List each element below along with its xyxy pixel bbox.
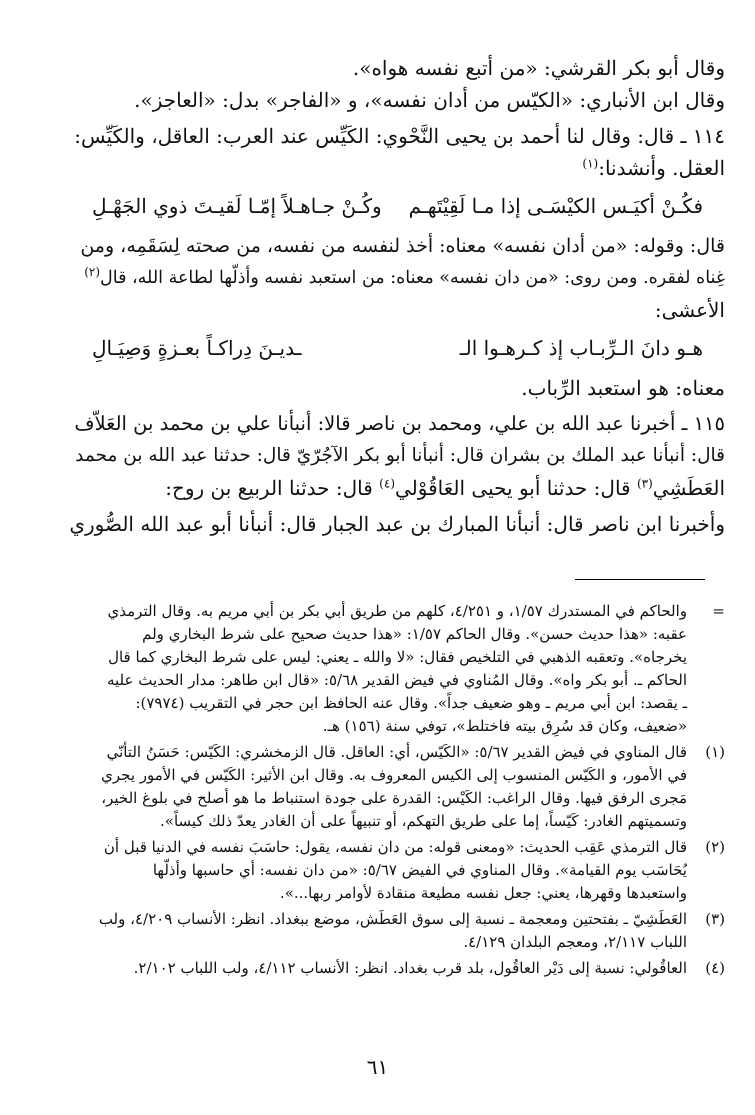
footnote-ref: (٣)	[636, 476, 653, 491]
footnote-line: يُحَاسَب يوم القيامة». وقال المناوي في الفيض ٥/٦٧: «من دان نفسه: أي حاسبها وأذلّها	[152, 861, 687, 879]
footnote-line: قال الترمذي عَقِب الحديث: «ومعنى قوله: من دان نفسه، يقول: حاسَبَ نفسه في الدنيا قبل أن	[103, 838, 687, 856]
footnote-line: مَجرى الرفق فيها. وقال الراغب: الكَيْس: القدرة على جودة استنباط ما هو أصلح في بلوغ الخير،	[101, 789, 687, 807]
text-line: ١١٥ ـ أخبرنا عبد الله بن علي، ومحمد بن ناصر قالا: أنبأنا علي بن محمد بن العَلاّف	[74, 412, 725, 435]
footnotes	[40, 600, 725, 980]
footnote-ref: (٢)	[84, 265, 101, 280]
footnote-line: واستعبدها وقهرها، يعني: جعل نفسه مطيعة منقادة لأوامر ربها...».	[279, 884, 687, 902]
footnote-ref: (٤)	[379, 476, 395, 491]
text-line: وأخبرنا ابن ناصر قال: أنبأنا المبارك بن عبد الجبار قال: أنبأنا أبو عبد الله الصُّوري	[69, 512, 725, 536]
text-line	[70, 262, 725, 294]
footnote-line: قال المناوي في فيض القدير ٥/٦٧: «الكَيّس، أي: العاقل. قال الزمخشري: الكَيّس: حَسَنُ التأنّي	[106, 743, 687, 761]
footnote-body	[40, 908, 687, 954]
footnote-line: وتسميتهم الغادر: كَيّساً، إما على طريق التهكم، أو تنبيهاً على أن الغادر يعدّ ذلك كيساً».	[160, 812, 687, 830]
poem-verse	[92, 330, 703, 366]
footnote-mark: =	[712, 602, 725, 620]
footnote-mark: (٣)	[705, 910, 725, 928]
footnote-continued	[40, 600, 725, 738]
text-line	[70, 472, 725, 504]
verse-hemistich-second: ـديـنَ دِراكـاً بعـزةٍ وَصِيَـالِ	[92, 336, 302, 360]
text-line: قال: أنبأنا عبد الملك بن بشران قال: أنبأنا أبو بكر الآجُرّيّ قال: حدثنا عبد الله بن محمد	[75, 445, 725, 466]
footnote-divider	[575, 579, 705, 580]
text-line	[70, 152, 725, 184]
page-number: ٦١	[366, 1055, 389, 1079]
verse-hemistich-first: هـو دانَ الـرِّبـاب إذ كـرهـوا الـ	[459, 336, 703, 360]
footnote-line: «ضعيف، وكان قد سُرِق بيته فاختلط»، توفي سنة (١٥٦) هـ.	[322, 717, 687, 735]
footnote-line: عقبه: «هذا حديث حسن». وقال الحاكم ١/٥٧: «هذا حديث صحيح على شرط البخاري ولم	[142, 625, 687, 643]
footnote-body	[40, 741, 687, 833]
footnote-line: اللباب ٢/١١٧، ومعجم البلدان ٤/١٢٩.	[463, 933, 687, 951]
footnote-body	[40, 957, 687, 980]
footnote-2	[40, 836, 725, 905]
text-line: وقال ابن الأنباري: «الكيّس من أدان نفسه»، و «الفاجر» بدل: «العاجز».	[134, 88, 725, 112]
footnote-mark: (١)	[705, 743, 725, 761]
footnote-line: ـ يقصد: ابن أبي مريم ـ وهو ضعيف جداً». وقال عنه الحافظ ابن حجر في التقريب (٧٩٧٤):	[135, 694, 687, 712]
text-segment: العَطَشِي	[652, 476, 725, 500]
verse-hemistich-first: فكُـنْ أكيَـس الكيْسَـى إذا مـا لَقِيْتَهـم	[408, 194, 703, 218]
footnote-ref: (١)	[582, 156, 599, 171]
footnote-line: العَطَشِيّ ـ بفتحتين ومعجمة ـ نسبة إلى سوق العَطَش، موضع ببغداد. انظر: الأنساب ٤/٢٠٩، ولب	[98, 910, 687, 928]
footnote-body	[40, 600, 687, 738]
text-segment: قال: حدثنا أبو يحيى العَاقُوْلي	[395, 476, 637, 500]
footnote-body	[40, 836, 687, 905]
text-segment: غِناه لفقره. ومن روى: «من دان نفسه» معناه: من استعبد نفسه وأذلّها لطاعة الله، قال	[100, 268, 725, 288]
text-line: معناه: هو استعبد الرِّباب.	[521, 376, 725, 400]
text-segment: قال: حدثنا الربيع بن روح:	[165, 476, 380, 500]
footnote-line: والحاكم في المستدرك ١/٥٧، و ٤/٢٥١، كلهم من طريق أبي بكر بن أبي مريم به. وقال الترمذي	[107, 602, 687, 620]
footnote-line: الحاكم ـ. أبو بكر واه». وقال المُناوي في فيض القدير ٥/٦٨: «قال ابن طاهر: مدار الحديث عليه	[106, 671, 687, 689]
poem-verse	[92, 188, 703, 224]
footnote-mark: (٤)	[705, 959, 725, 977]
footnote-line: العاقُولي: نسبة إلى دَيْر العاقُول، بلد قرب بغداد. انظر: الأنساب ٤/١١٢، ولب اللباب ٢/١٠٢.	[133, 959, 687, 977]
text-segment: العقل. وأنشدنا:	[598, 156, 725, 180]
text-line: قال: وقوله: «من أدان نفسه» معناه: أخذ لنفسه من نفسه، من صحته لِسَقَمِه، ومن	[80, 235, 725, 257]
footnote-line: يخرجاه». وتعقبه الذهبي في التلخيص فقال: «لا والله ـ يعني: ليس على شرط البخاري كما قال	[108, 648, 687, 666]
text-line: ١١٤ ـ قال: وقال لنا أحمد بن يحيى النَّحْوي: الكَيِّس عند العرب: العاقل، والكَيِّس:	[74, 124, 725, 148]
main-text	[70, 52, 725, 540]
footnote-3	[40, 908, 725, 954]
footnote-4	[40, 957, 725, 980]
verse-hemistich-second: وكُـنْ جـاهـلاً إمّـا لَقيـتَ ذوي الجَهْـلِ	[92, 194, 382, 218]
footnote-line: في الأمور، و الكَيّس المنسوب إلى الكيس المعروف به. وقال ابن الأثير: الكَيّس في الأمور يجري	[101, 766, 687, 784]
footnote-mark: (٢)	[705, 838, 725, 856]
text-line: الأعشى:	[654, 298, 725, 322]
footnote-1	[40, 741, 725, 833]
text-line: وقال أبو بكر القرشي: «من أتبع نفسه هواه».	[352, 56, 725, 80]
